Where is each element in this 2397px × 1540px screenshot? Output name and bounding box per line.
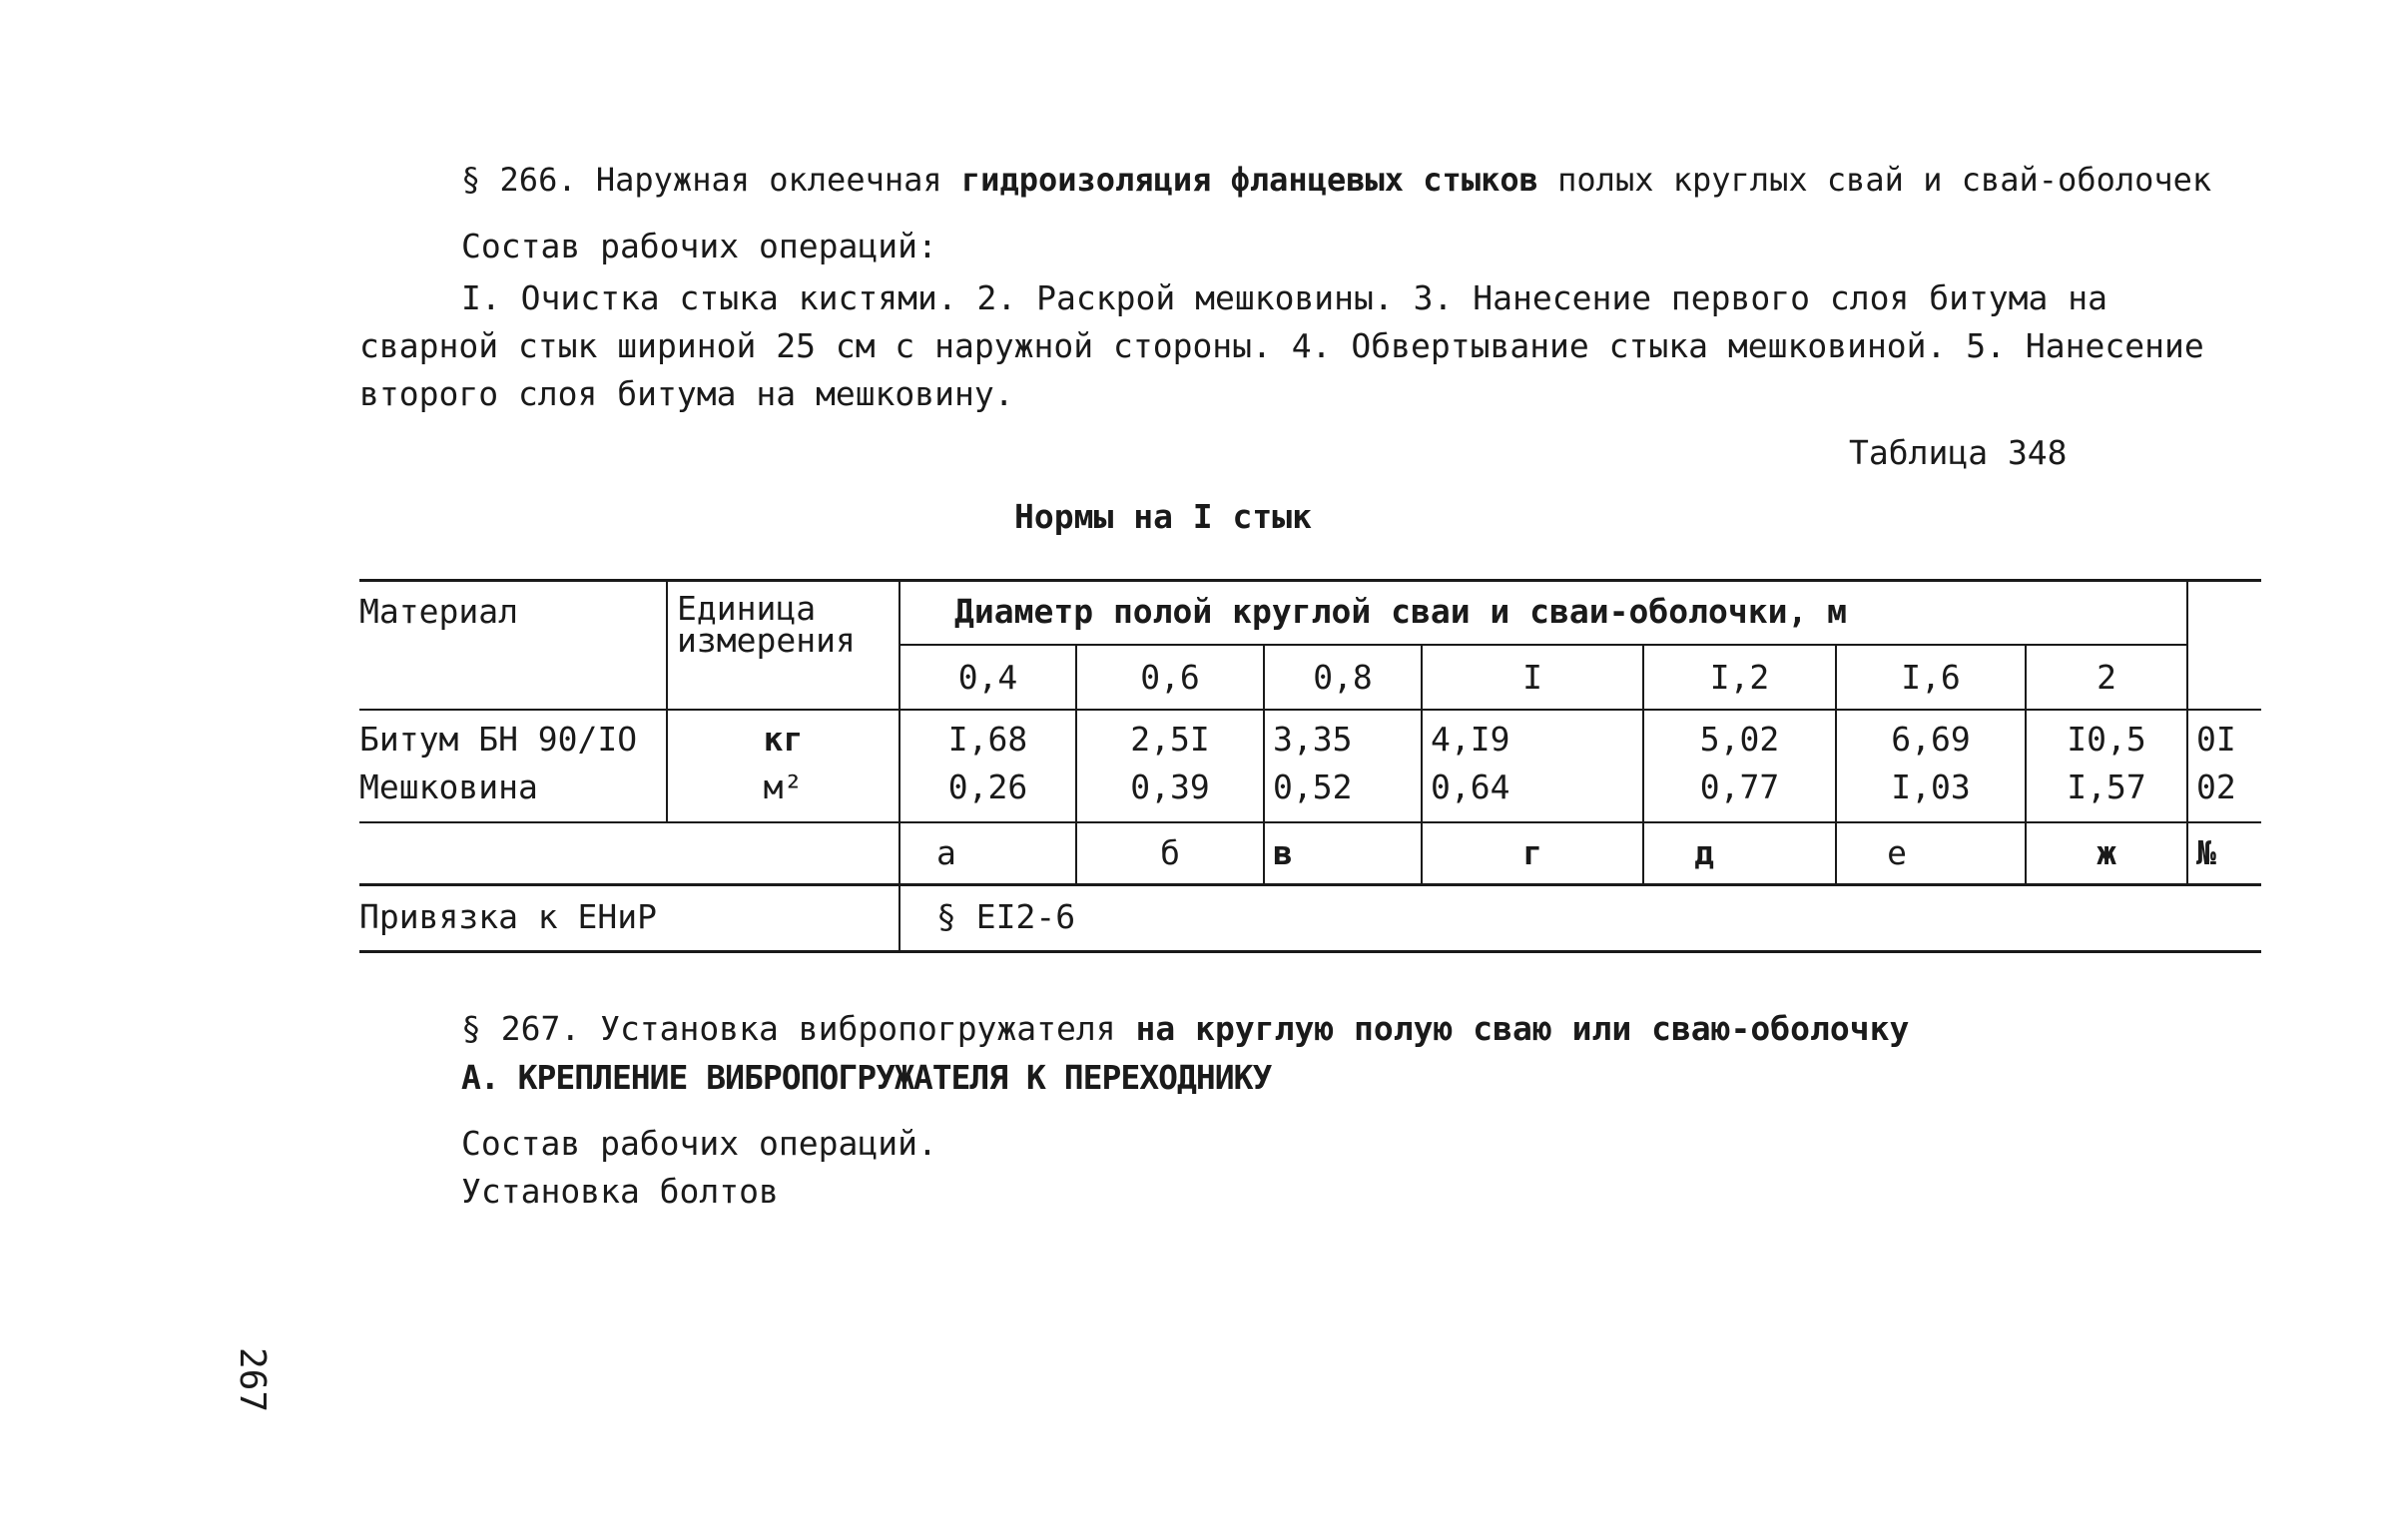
- binding-value: § EI2-6: [936, 897, 1076, 936]
- binding-label: Привязка к ЕНиР: [359, 897, 658, 936]
- letter-3: г: [1522, 833, 1542, 872]
- section-title-part-2: гидроизоляция фланцевых стыков: [960, 161, 1538, 199]
- diameter-6: 2: [2097, 658, 2116, 697]
- section-number: § 266.: [461, 161, 577, 199]
- install-text: Установка болтов: [461, 1172, 779, 1211]
- page-number: 267: [232, 1347, 273, 1413]
- row-1-value-0: I,68: [947, 720, 1028, 759]
- diameter-2: 0,8: [1313, 658, 1373, 697]
- diameter-5: I,6: [1901, 658, 1961, 697]
- row-1-code: 0I: [2196, 720, 2236, 759]
- norms-caption: Нормы на I стык: [1014, 497, 1313, 536]
- section-266-heading: [461, 160, 2211, 200]
- letter-5: е: [1887, 833, 1907, 872]
- header-unit-line-1: Единица: [677, 589, 817, 628]
- header-unit-line-2: измерения: [677, 621, 856, 660]
- table-number: Таблица 348: [1849, 433, 2068, 472]
- row-1-value-3: 4,I9: [1431, 720, 1510, 759]
- row-2-material: Мешковина: [359, 768, 538, 806]
- row-2-value-0: 0,26: [947, 768, 1028, 806]
- row-1-value-4: 5,02: [1699, 720, 1780, 759]
- letter-7: №: [2196, 833, 2216, 872]
- header-material: Материал: [359, 592, 518, 631]
- row-2-code: 02: [2196, 768, 2236, 806]
- subsection-a-title: А. КРЕПЛЕНИЕ ВИБРОПОГРУЖАТЕЛЯ К ПЕРЕХОДНИКУ: [461, 1058, 1272, 1097]
- row-1-value-2: 3,35: [1273, 720, 1353, 759]
- row-1-value-5: 6,69: [1891, 720, 1971, 759]
- letter-0: а: [936, 833, 956, 872]
- row-1-value-1: 2,5I: [1130, 720, 1210, 759]
- row-1-material: Битум БН 90/IO: [359, 720, 638, 759]
- row-2-value-1: 0,39: [1130, 768, 1210, 806]
- operations-title: Состав рабочих операций:: [461, 227, 937, 265]
- row-2-value-2: 0,52: [1273, 768, 1353, 806]
- section-267-title-part-2: на круглую полую сваю или сваю-оболочку: [1135, 1009, 1910, 1048]
- row-2-value-3: 0,64: [1431, 768, 1510, 806]
- diameter-3: I: [1522, 658, 1542, 697]
- section-267-title-part-1: § 267. Установка вибропогружателя: [461, 1009, 1116, 1048]
- row-1-unit: кг: [763, 720, 804, 759]
- row-1-value-6: I0,5: [2067, 720, 2146, 759]
- operations-title-2: Состав рабочих операций.: [461, 1124, 937, 1163]
- letter-6: ж: [2097, 833, 2116, 872]
- header-unit: [677, 589, 856, 660]
- row-2-value-5: I,03: [1891, 768, 1971, 806]
- diameter-0: 0,4: [957, 658, 1018, 697]
- diameter-1: 0,6: [1140, 658, 1200, 697]
- row-2-unit: м²: [763, 768, 804, 806]
- letter-4: д: [1694, 833, 1714, 872]
- operations-text: I. Очистка стыка кистями. 2. Раскрой мешковины. 3. Нанесение первого слоя битума на сварной стык шириной 25 см с наружной стороны. 4. Обвертывание стыка мешковиной. 5. Нанесение второго слоя битума на мешковину.: [359, 278, 2204, 413]
- section-title-part-1: Наружная оклеечная: [595, 161, 942, 199]
- header-diameter: Диаметр полой круглой сваи и сваи-оболочки, м: [954, 592, 1848, 631]
- row-2-value-6: I,57: [2067, 768, 2146, 806]
- section-267-heading: [461, 1009, 1909, 1049]
- section-title-part-3: полых круглых свай и свай-оболочек: [1557, 161, 2212, 199]
- row-2-value-4: 0,77: [1699, 768, 1780, 806]
- letter-2: в: [1273, 833, 1293, 872]
- norms-table: [359, 579, 2261, 953]
- letter-1: б: [1160, 833, 1180, 872]
- diameter-4: I,2: [1709, 658, 1770, 697]
